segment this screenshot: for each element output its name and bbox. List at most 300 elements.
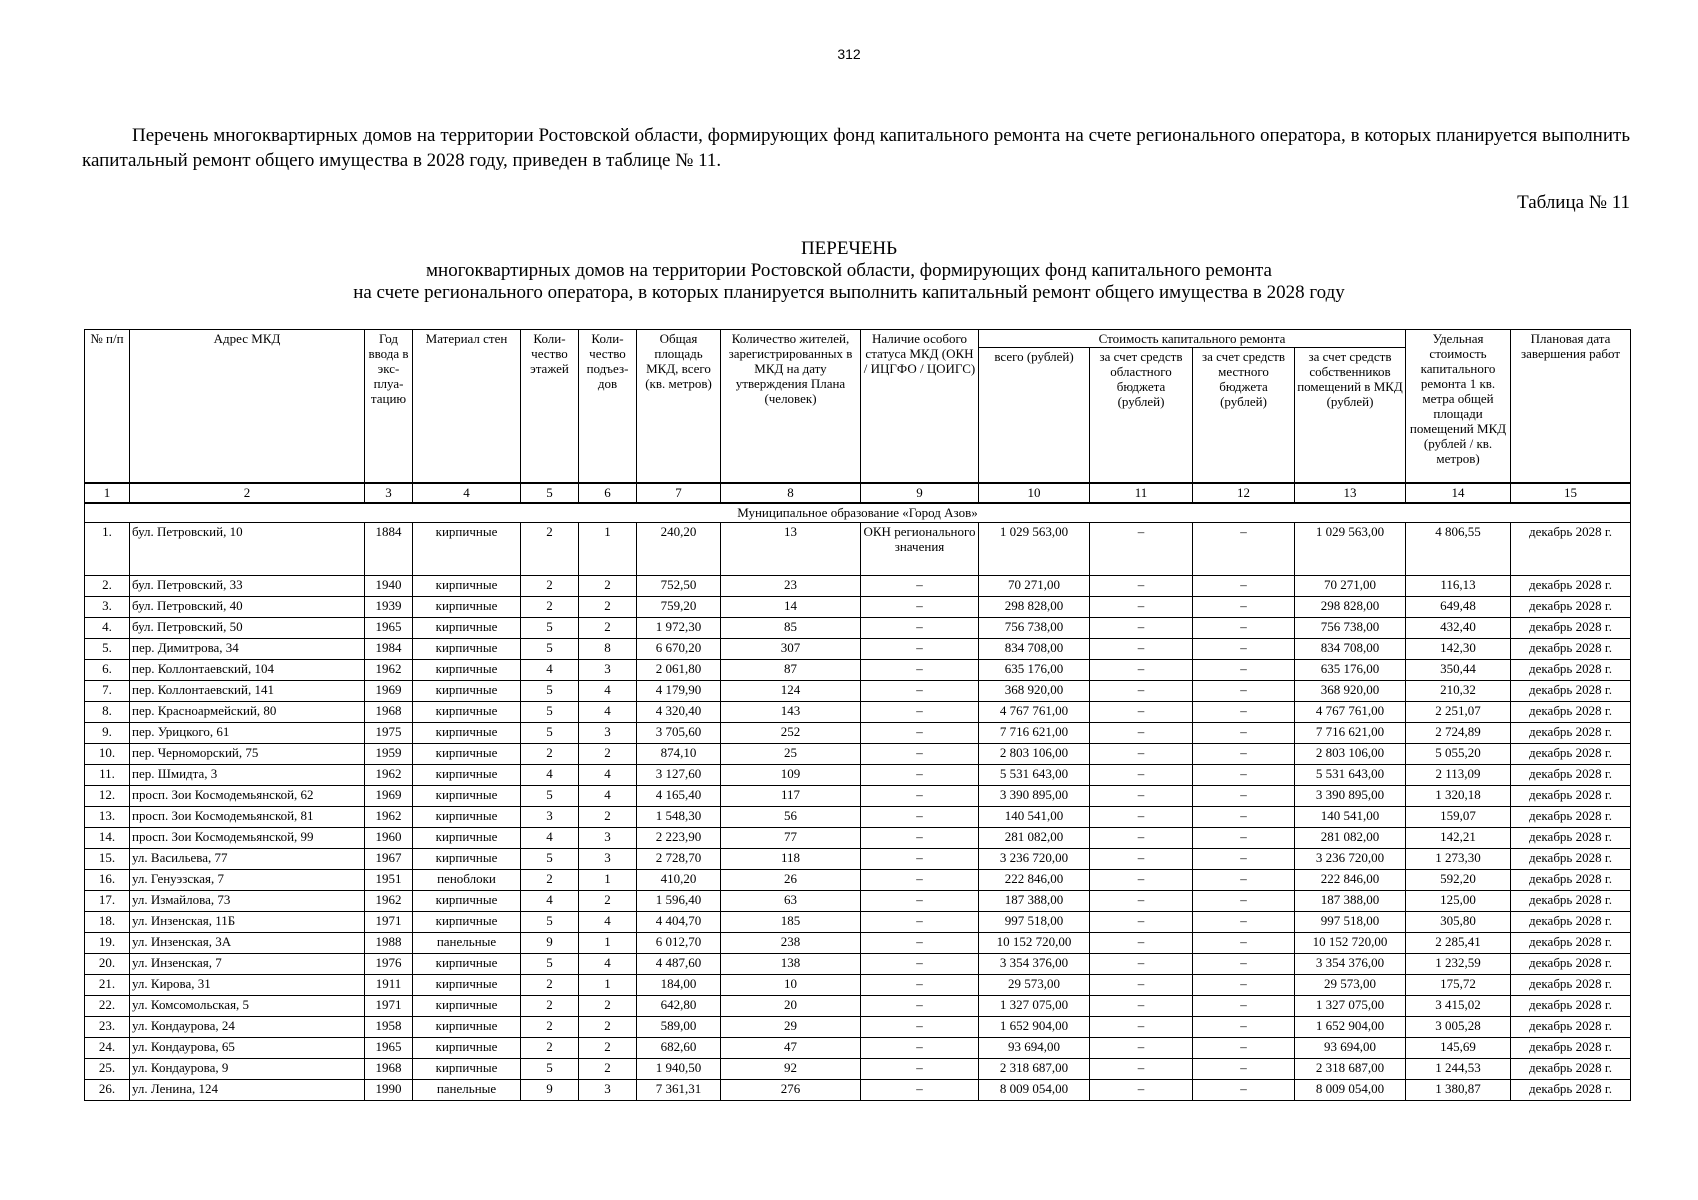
- entrances: 4: [579, 764, 637, 785]
- title-line-1: ПЕРЕЧЕНЬ: [800, 238, 898, 259]
- floors: 2: [521, 869, 579, 890]
- year-built: 1990: [365, 1079, 413, 1100]
- cost-total: 3 390 895,00: [979, 785, 1090, 806]
- column-number: 7: [637, 483, 721, 503]
- row-number: 18.: [85, 911, 130, 932]
- cost-total: 8 009 054,00: [979, 1079, 1090, 1100]
- row-number: 9.: [85, 722, 130, 743]
- year-built: 1884: [365, 522, 413, 575]
- cost-local: –: [1193, 1016, 1295, 1037]
- floors: 5: [521, 785, 579, 806]
- wall-material: кирпичные: [413, 974, 521, 995]
- cost-local: –: [1193, 575, 1295, 596]
- deadline: декабрь 2028 г.: [1511, 911, 1631, 932]
- column-number: 15: [1511, 483, 1631, 503]
- cost-owners: 1 029 563,00: [1295, 522, 1406, 575]
- table-row: [85, 1079, 1631, 1100]
- row-number: 16.: [85, 869, 130, 890]
- cost-local: –: [1193, 911, 1295, 932]
- column-number: 5: [521, 483, 579, 503]
- intro-paragraph: Перечень многоквартирных домов на территории Ростовской области, формирующих фонд капитального ремонта на счете регионального оператора, в которых планируется выполнить капитальный ремонт общего имущества в 2028 году, приведен в таблице № 11.: [82, 125, 1630, 171]
- cost-owners: 3 390 895,00: [1295, 785, 1406, 806]
- floors: 5: [521, 848, 579, 869]
- deadline: декабрь 2028 г.: [1511, 617, 1631, 638]
- cost-local: –: [1193, 932, 1295, 953]
- total-area: 1 548,30: [637, 806, 721, 827]
- total-area: 4 404,70: [637, 911, 721, 932]
- cost-local: –: [1193, 522, 1295, 575]
- header-material: Материал стен: [413, 330, 521, 483]
- residents: 13: [721, 522, 861, 575]
- residents: 143: [721, 701, 861, 722]
- table-row: [85, 659, 1631, 680]
- special-status: –: [861, 1058, 979, 1079]
- cost-total: 635 176,00: [979, 659, 1090, 680]
- cost-owners: 834 708,00: [1295, 638, 1406, 659]
- address: ул. Кондаурова, 24: [130, 1016, 365, 1037]
- residents: 92: [721, 1058, 861, 1079]
- cost-owners: 1 327 075,00: [1295, 995, 1406, 1016]
- cost-total: 281 082,00: [979, 827, 1090, 848]
- cost-regional: –: [1090, 1037, 1193, 1058]
- residents: 252: [721, 722, 861, 743]
- cost-owners: 2 318 687,00: [1295, 1058, 1406, 1079]
- table-row: [85, 932, 1631, 953]
- wall-material: кирпичные: [413, 890, 521, 911]
- cost-owners: 3 354 376,00: [1295, 953, 1406, 974]
- wall-material: кирпичные: [413, 575, 521, 596]
- houses-table: [84, 329, 1631, 1101]
- table-row: [85, 638, 1631, 659]
- entrances: 2: [579, 743, 637, 764]
- entrances: 1: [579, 522, 637, 575]
- year-built: 1969: [365, 785, 413, 806]
- residents: 20: [721, 995, 861, 1016]
- row-number: 22.: [85, 995, 130, 1016]
- residents: 23: [721, 575, 861, 596]
- entrances: 3: [579, 722, 637, 743]
- specific-cost: 1 320,18: [1406, 785, 1511, 806]
- cost-regional: –: [1090, 638, 1193, 659]
- row-number: 21.: [85, 974, 130, 995]
- cost-local: –: [1193, 869, 1295, 890]
- cost-regional: –: [1090, 1058, 1193, 1079]
- total-area: 6 012,70: [637, 932, 721, 953]
- special-status: –: [861, 890, 979, 911]
- table-row: [85, 722, 1631, 743]
- wall-material: кирпичные: [413, 785, 521, 806]
- deadline: декабрь 2028 г.: [1511, 932, 1631, 953]
- table-row: [85, 848, 1631, 869]
- entrances: 2: [579, 1058, 637, 1079]
- residents: 185: [721, 911, 861, 932]
- floors: 2: [521, 575, 579, 596]
- specific-cost: 1 244,53: [1406, 1058, 1511, 1079]
- municipality-name: Муниципальное образование «Город Азов»: [85, 503, 1631, 523]
- address: ул. Кирова, 31: [130, 974, 365, 995]
- floors: 5: [521, 617, 579, 638]
- address: пер. Урицкого, 61: [130, 722, 365, 743]
- cost-total: 2 318 687,00: [979, 1058, 1090, 1079]
- cost-total: 1 029 563,00: [979, 522, 1090, 575]
- wall-material: кирпичные: [413, 827, 521, 848]
- year-built: 1975: [365, 722, 413, 743]
- cost-regional: –: [1090, 785, 1193, 806]
- cost-local: –: [1193, 827, 1295, 848]
- deadline: декабрь 2028 г.: [1511, 995, 1631, 1016]
- cost-local: –: [1193, 1058, 1295, 1079]
- specific-cost: 4 806,55: [1406, 522, 1511, 575]
- cost-local: –: [1193, 617, 1295, 638]
- cost-regional: –: [1090, 953, 1193, 974]
- header-address: Адрес МКД: [130, 330, 365, 483]
- cost-total: 298 828,00: [979, 596, 1090, 617]
- document-title: [0, 238, 1698, 304]
- cost-owners: 93 694,00: [1295, 1037, 1406, 1058]
- cost-total: 70 271,00: [979, 575, 1090, 596]
- total-area: 1 972,30: [637, 617, 721, 638]
- deadline: декабрь 2028 г.: [1511, 1016, 1631, 1037]
- total-area: 589,00: [637, 1016, 721, 1037]
- residents: 10: [721, 974, 861, 995]
- table-row: [85, 575, 1631, 596]
- cost-local: –: [1193, 743, 1295, 764]
- address: пер. Димитрова, 34: [130, 638, 365, 659]
- residents: 109: [721, 764, 861, 785]
- cost-regional: –: [1090, 680, 1193, 701]
- entrances: 4: [579, 701, 637, 722]
- header-cost-local: за счет средств местного бюджета (рублей): [1193, 348, 1295, 483]
- header-cost-owners: за счет средств собственников помещений в МКД (рублей): [1295, 348, 1406, 483]
- cost-local: –: [1193, 680, 1295, 701]
- year-built: 1959: [365, 743, 413, 764]
- cost-regional: –: [1090, 827, 1193, 848]
- special-status: –: [861, 638, 979, 659]
- floors: 9: [521, 932, 579, 953]
- entrances: 2: [579, 1037, 637, 1058]
- floors: 4: [521, 890, 579, 911]
- cost-total: 187 388,00: [979, 890, 1090, 911]
- table-row: [85, 596, 1631, 617]
- special-status: –: [861, 785, 979, 806]
- deadline: декабрь 2028 г.: [1511, 764, 1631, 785]
- floors: 4: [521, 827, 579, 848]
- specific-cost: 145,69: [1406, 1037, 1511, 1058]
- residents: 87: [721, 659, 861, 680]
- specific-cost: 305,80: [1406, 911, 1511, 932]
- wall-material: кирпичные: [413, 806, 521, 827]
- cost-regional: –: [1090, 1079, 1193, 1100]
- total-area: 1 596,40: [637, 890, 721, 911]
- column-numbers-row: [85, 483, 1631, 503]
- cost-total: 3 354 376,00: [979, 953, 1090, 974]
- deadline: декабрь 2028 г.: [1511, 974, 1631, 995]
- cost-regional: –: [1090, 722, 1193, 743]
- specific-cost: 2 285,41: [1406, 932, 1511, 953]
- cost-total: 834 708,00: [979, 638, 1090, 659]
- cost-regional: –: [1090, 743, 1193, 764]
- specific-cost: 592,20: [1406, 869, 1511, 890]
- deadline: декабрь 2028 г.: [1511, 722, 1631, 743]
- deadline: декабрь 2028 г.: [1511, 1037, 1631, 1058]
- specific-cost: 3 415,02: [1406, 995, 1511, 1016]
- floors: 4: [521, 659, 579, 680]
- special-status: –: [861, 911, 979, 932]
- row-number: 6.: [85, 659, 130, 680]
- special-status: –: [861, 806, 979, 827]
- cost-local: –: [1193, 953, 1295, 974]
- cost-regional: –: [1090, 1016, 1193, 1037]
- year-built: 1965: [365, 1037, 413, 1058]
- specific-cost: 2 724,89: [1406, 722, 1511, 743]
- wall-material: кирпичные: [413, 617, 521, 638]
- entrances: 4: [579, 953, 637, 974]
- special-status: –: [861, 764, 979, 785]
- cost-regional: –: [1090, 932, 1193, 953]
- specific-cost: 1 380,87: [1406, 1079, 1511, 1100]
- cost-total: 29 573,00: [979, 974, 1090, 995]
- entrances: 3: [579, 827, 637, 848]
- residents: 118: [721, 848, 861, 869]
- special-status: –: [861, 1037, 979, 1058]
- residents: 117: [721, 785, 861, 806]
- deadline: декабрь 2028 г.: [1511, 659, 1631, 680]
- row-number: 20.: [85, 953, 130, 974]
- entrances: 2: [579, 890, 637, 911]
- cost-local: –: [1193, 1079, 1295, 1100]
- special-status: –: [861, 743, 979, 764]
- total-area: 4 487,60: [637, 953, 721, 974]
- year-built: 1968: [365, 701, 413, 722]
- address: просп. Зои Космодемьянской, 62: [130, 785, 365, 806]
- address: ул. Инзенская, 7: [130, 953, 365, 974]
- row-number: 10.: [85, 743, 130, 764]
- cost-total: 1 327 075,00: [979, 995, 1090, 1016]
- address: ул. Васильева, 77: [130, 848, 365, 869]
- wall-material: кирпичные: [413, 659, 521, 680]
- residents: 85: [721, 617, 861, 638]
- year-built: 1969: [365, 680, 413, 701]
- floors: 5: [521, 953, 579, 974]
- table-row: [85, 827, 1631, 848]
- cost-regional: –: [1090, 659, 1193, 680]
- year-built: 1951: [365, 869, 413, 890]
- cost-total: 2 803 106,00: [979, 743, 1090, 764]
- cost-regional: –: [1090, 596, 1193, 617]
- total-area: 1 940,50: [637, 1058, 721, 1079]
- total-area: 4 179,90: [637, 680, 721, 701]
- total-area: 4 165,40: [637, 785, 721, 806]
- total-area: 682,60: [637, 1037, 721, 1058]
- deadline: декабрь 2028 г.: [1511, 575, 1631, 596]
- cost-local: –: [1193, 596, 1295, 617]
- address: бул. Петровский, 10: [130, 522, 365, 575]
- cost-local: –: [1193, 659, 1295, 680]
- row-number: 17.: [85, 890, 130, 911]
- residents: 26: [721, 869, 861, 890]
- cost-owners: 10 152 720,00: [1295, 932, 1406, 953]
- column-number: 1: [85, 483, 130, 503]
- row-number: 8.: [85, 701, 130, 722]
- year-built: 1971: [365, 911, 413, 932]
- entrances: 3: [579, 848, 637, 869]
- specific-cost: 116,13: [1406, 575, 1511, 596]
- year-built: 1958: [365, 1016, 413, 1037]
- residents: 56: [721, 806, 861, 827]
- specific-cost: 1 273,30: [1406, 848, 1511, 869]
- cost-total: 997 518,00: [979, 911, 1090, 932]
- row-number: 25.: [85, 1058, 130, 1079]
- row-number: 4.: [85, 617, 130, 638]
- table-row: [85, 953, 1631, 974]
- wall-material: панельные: [413, 1079, 521, 1100]
- cost-regional: –: [1090, 522, 1193, 575]
- year-built: 1962: [365, 806, 413, 827]
- cost-regional: –: [1090, 764, 1193, 785]
- cost-regional: –: [1090, 806, 1193, 827]
- floors: 2: [521, 1037, 579, 1058]
- cost-regional: –: [1090, 911, 1193, 932]
- special-status: –: [861, 995, 979, 1016]
- floors: 2: [521, 743, 579, 764]
- cost-owners: 756 738,00: [1295, 617, 1406, 638]
- header-area: Общая площадь МКД, всего (кв. метров): [637, 330, 721, 483]
- cost-owners: 281 082,00: [1295, 827, 1406, 848]
- address: пер. Черноморский, 75: [130, 743, 365, 764]
- specific-cost: 3 005,28: [1406, 1016, 1511, 1037]
- cost-owners: 29 573,00: [1295, 974, 1406, 995]
- special-status: –: [861, 1016, 979, 1037]
- cost-owners: 140 541,00: [1295, 806, 1406, 827]
- specific-cost: 159,07: [1406, 806, 1511, 827]
- special-status: –: [861, 932, 979, 953]
- entrances: 1: [579, 869, 637, 890]
- cost-regional: –: [1090, 617, 1193, 638]
- deadline: декабрь 2028 г.: [1511, 890, 1631, 911]
- cost-regional: –: [1090, 890, 1193, 911]
- wall-material: кирпичные: [413, 722, 521, 743]
- address: ул. Комсомольская, 5: [130, 995, 365, 1016]
- table-row: [85, 911, 1631, 932]
- floors: 5: [521, 701, 579, 722]
- cost-owners: 8 009 054,00: [1295, 1079, 1406, 1100]
- header-floors: Коли-чество этажей: [521, 330, 579, 483]
- address: бул. Петровский, 33: [130, 575, 365, 596]
- entrances: 2: [579, 596, 637, 617]
- table-row: [85, 806, 1631, 827]
- cost-local: –: [1193, 806, 1295, 827]
- residents: 63: [721, 890, 861, 911]
- deadline: декабрь 2028 г.: [1511, 806, 1631, 827]
- specific-cost: 2 251,07: [1406, 701, 1511, 722]
- row-number: 12.: [85, 785, 130, 806]
- deadline: декабрь 2028 г.: [1511, 596, 1631, 617]
- deadline: декабрь 2028 г.: [1511, 701, 1631, 722]
- header-status: Наличие особого статуса МКД (ОКН / ИЦГФО / ЦОИГС): [861, 330, 979, 483]
- cost-owners: 222 846,00: [1295, 869, 1406, 890]
- entrances: 3: [579, 1079, 637, 1100]
- deadline: декабрь 2028 г.: [1511, 1079, 1631, 1100]
- table-row: [85, 995, 1631, 1016]
- cost-local: –: [1193, 785, 1295, 806]
- wall-material: кирпичные: [413, 911, 521, 932]
- year-built: 1940: [365, 575, 413, 596]
- specific-cost: 432,40: [1406, 617, 1511, 638]
- cost-total: 222 846,00: [979, 869, 1090, 890]
- table-row: [85, 764, 1631, 785]
- table-row: [85, 522, 1631, 575]
- floors: 5: [521, 680, 579, 701]
- column-number: 4: [413, 483, 521, 503]
- cost-local: –: [1193, 722, 1295, 743]
- floors: 5: [521, 722, 579, 743]
- year-built: 1988: [365, 932, 413, 953]
- entrances: 4: [579, 785, 637, 806]
- cost-local: –: [1193, 848, 1295, 869]
- address: пер. Коллонтаевский, 141: [130, 680, 365, 701]
- wall-material: кирпичные: [413, 764, 521, 785]
- year-built: 1962: [365, 764, 413, 785]
- header-specific-cost: Удельная стоимость капитального ремонта 1 кв. метра общей площади помещений МКД (рублей / кв. метров): [1406, 330, 1511, 483]
- address: бул. Петровский, 50: [130, 617, 365, 638]
- title-line-2: многоквартирных домов на территории Ростовской области, формирующих фонд капитального ремонта: [426, 260, 1272, 281]
- special-status: –: [861, 701, 979, 722]
- address: ул. Измайлова, 73: [130, 890, 365, 911]
- entrances: 4: [579, 680, 637, 701]
- specific-cost: 5 055,20: [1406, 743, 1511, 764]
- year-built: 1962: [365, 659, 413, 680]
- wall-material: кирпичные: [413, 953, 521, 974]
- total-area: 4 320,40: [637, 701, 721, 722]
- year-built: 1960: [365, 827, 413, 848]
- deadline: декабрь 2028 г.: [1511, 522, 1631, 575]
- entrances: 1: [579, 932, 637, 953]
- floors: 5: [521, 911, 579, 932]
- special-status: ОКН регионального значения: [861, 522, 979, 575]
- wall-material: кирпичные: [413, 701, 521, 722]
- deadline: декабрь 2028 г.: [1511, 785, 1631, 806]
- total-area: 2 728,70: [637, 848, 721, 869]
- total-area: 2 061,80: [637, 659, 721, 680]
- cost-regional: –: [1090, 848, 1193, 869]
- address: ул. Инзенская, 3А: [130, 932, 365, 953]
- cost-owners: 3 236 720,00: [1295, 848, 1406, 869]
- column-number: 2: [130, 483, 365, 503]
- cost-local: –: [1193, 764, 1295, 785]
- cost-local: –: [1193, 890, 1295, 911]
- special-status: –: [861, 659, 979, 680]
- cost-local: –: [1193, 1037, 1295, 1058]
- entrances: 2: [579, 995, 637, 1016]
- year-built: 1911: [365, 974, 413, 995]
- floors: 2: [521, 522, 579, 575]
- wall-material: кирпичные: [413, 1016, 521, 1037]
- special-status: –: [861, 1079, 979, 1100]
- header-cost-group: Стоимость капитального ремонта: [979, 330, 1406, 348]
- row-number: 3.: [85, 596, 130, 617]
- floors: 3: [521, 806, 579, 827]
- address: пер. Красноармейский, 80: [130, 701, 365, 722]
- column-number: 14: [1406, 483, 1511, 503]
- title-line-3: на счете регионального оператора, в которых планируется выполнить капитальный ремонт общего имущества в 2028 году: [353, 282, 1345, 303]
- address: бул. Петровский, 40: [130, 596, 365, 617]
- address: просп. Зои Космодемьянской, 99: [130, 827, 365, 848]
- special-status: –: [861, 974, 979, 995]
- table-row: [85, 617, 1631, 638]
- residents: 47: [721, 1037, 861, 1058]
- floors: 2: [521, 596, 579, 617]
- total-area: 642,80: [637, 995, 721, 1016]
